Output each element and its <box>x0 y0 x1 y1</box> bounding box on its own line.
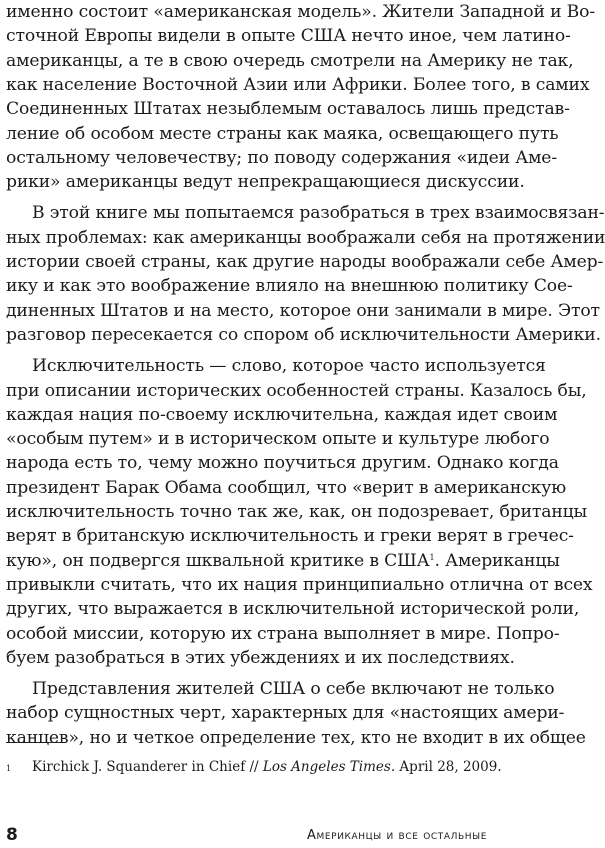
text-line: ных проблемах: как американцы воображали себя на протяжении <box>6 227 605 248</box>
text-line: истории своей страны, как другие народы воображали себе Амер- <box>6 252 604 272</box>
text-line: президент Барак Обама сообщил, что «верит в американскую <box>6 477 567 498</box>
text-line: канцев», но и четкое определение тех, кто не входит в их общее <box>6 727 586 748</box>
text-segment: . Американцы <box>434 550 560 571</box>
text-line: как население Восточной Азии или Африки. Более того, в самих <box>6 74 590 95</box>
footnote-date: . April 28, 2009. <box>390 759 502 775</box>
footnote-reference[interactable]: 1 <box>429 552 435 562</box>
text-line: остальному человечеству; по поводу содержания «идеи Аме- <box>6 147 557 168</box>
text-line: привыкли считать, что их нация принципиально отлична от всех <box>6 574 593 595</box>
text-line: американцы, а те в свою очередь смотрели на Америку не так, <box>6 50 574 71</box>
text-line: ление об особом месте страны как маяка, освещающего путь <box>6 123 559 144</box>
text-line: именно состоит «американская модель». Жители Западной и Во- <box>6 2 596 22</box>
paragraph-first-line: В этой книге мы попытаемся разобраться в трех взаимосвязан- <box>32 203 605 224</box>
text-line-with-footnote-ref <box>6 549 560 573</box>
footnote-text <box>32 757 502 777</box>
text-line: исключительность точно так же, как, он подозревает, британцы <box>6 502 588 522</box>
text-line: других, что выражается в исключительной исторической роли, <box>6 599 580 620</box>
text-line: диненных Штатов и на место, которое они занимали в мире. Этот <box>6 300 600 321</box>
paragraph-first-line: Представления жителей США о себе включают не только <box>32 679 555 700</box>
text-line: разговор пересекается со спором об исключительности Америки. <box>6 324 601 345</box>
footnote-source: Los Angeles Times <box>262 759 391 775</box>
text-line: ику и как это воображение влияло на внешнюю политику Сое- <box>6 276 573 297</box>
text-line: сточной Европы видели в опыте США нечто иное, чем латино- <box>6 26 571 47</box>
running-head: Американцы и все остальные <box>307 828 487 843</box>
footnote-author: Kirchick J. Squanderer in Chief // <box>32 759 259 775</box>
text-segment: кую», он подвергся шквальной критике в США <box>6 550 430 571</box>
text-line: верят в британскую исключительность и греки верят в гречес- <box>6 526 574 547</box>
footnote-mark: 1 <box>6 764 12 773</box>
paragraph-first-line: Исключительность — слово, которое часто используется <box>32 356 546 377</box>
text-line: народа есть то, чему можно поучиться другим. Однако когда <box>6 453 559 474</box>
text-line: рики» американцы ведут непрекращающиеся дискуссии. <box>6 172 525 193</box>
page-number: 8 <box>6 825 18 845</box>
text-line: каждая нация по-своему исключительна, каждая идет своим <box>6 404 558 425</box>
text-line: набор сущностных черт, характерных для «настоящих амери- <box>6 703 565 724</box>
text-line: «особым путем» и в историческом опыте и культуре любого <box>6 429 550 450</box>
text-line: буем разобраться в этих убеждениях и их последствиях. <box>6 647 515 668</box>
text-line: при описании исторических особенностей страны. Казалось бы, <box>6 380 587 401</box>
text-line: особой миссии, которую их страна выполняет в мире. Попро- <box>6 623 560 644</box>
text-line: Соединенных Штатах незыблемым оставалось лишь представ- <box>6 99 570 120</box>
